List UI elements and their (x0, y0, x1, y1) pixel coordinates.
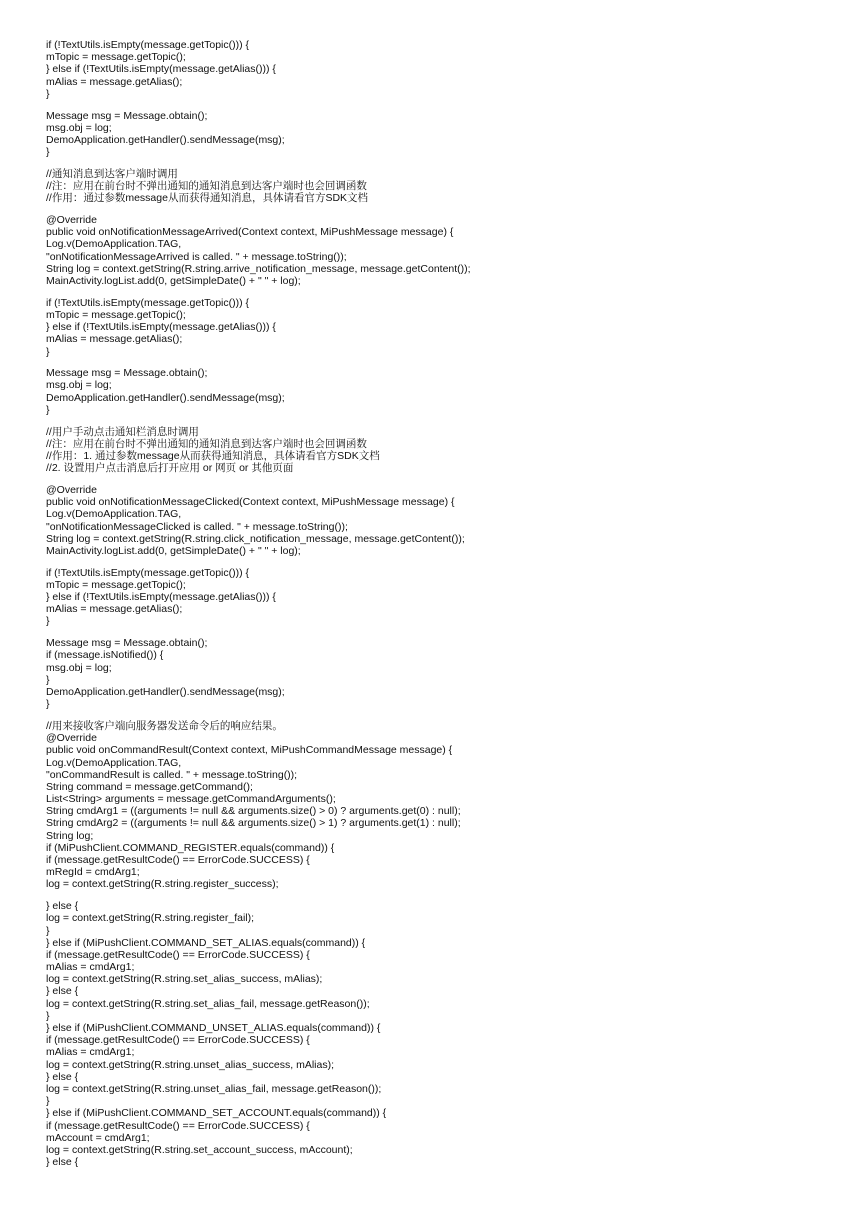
code-line: msg.obj = log; (46, 661, 112, 674)
code-block (46, 214, 846, 287)
code-line: mAlias = cmdArg1; (46, 961, 135, 974)
code-line: } else if (MiPushClient.COMMAND_UNSET_ALIAS.equals(command)) { (46, 1022, 381, 1035)
code-line: Log.v(DemoApplication.TAG, (46, 238, 182, 251)
code-block (46, 484, 846, 557)
code-line: if (message.isNotified()) { (46, 649, 164, 662)
code-line: "onCommandResult is called. " + message.toString()); (46, 768, 298, 781)
code-line: String cmdArg2 = ((arguments != null && arguments.size() > 1) ? arguments.get(1) : null); (46, 817, 461, 830)
code-line: mAlias = message.getAlias(); (46, 333, 183, 346)
code-line: "onNotificationMessageClicked is called. " + message.toString()); (46, 520, 348, 533)
code-line: if (message.getResultCode() == ErrorCode.SUCCESS) { (46, 1034, 310, 1047)
code-line: log = context.getString(R.string.unset_alias_success, mAlias); (46, 1058, 335, 1071)
block-gap (46, 204, 846, 214)
code-line: if (message.getResultCode() == ErrorCode.SUCCESS) { (46, 948, 310, 961)
code-line: } (46, 345, 50, 358)
block-gap (46, 358, 846, 368)
code-line: DemoApplication.getHandler().sendMessage(msg); (46, 391, 285, 404)
code-line: if (message.getResultCode() == ErrorCode.SUCCESS) { (46, 1119, 310, 1132)
code-line: mTopic = message.getTopic(); (46, 578, 186, 591)
code-line: @Override (46, 483, 97, 496)
code-line: Message msg = Message.obtain(); (46, 637, 208, 650)
code-line: } else { (46, 1156, 79, 1169)
code-block (46, 900, 846, 1168)
code-line: String command = message.getCommand(); (46, 780, 253, 793)
code-block (46, 426, 846, 475)
code-line: mAlias = message.getAlias(); (46, 603, 183, 616)
code-block (46, 39, 846, 100)
code-line: log = context.getString(R.string.set_account_success, mAccount); (46, 1143, 353, 1156)
code-block (46, 720, 846, 891)
code-line: public void onNotificationMessageClicked(Context context, MiPushMessage message) { (46, 496, 455, 509)
code-line: if (!TextUtils.isEmpty(message.getTopic())) { (46, 566, 250, 579)
block-gap (46, 710, 846, 720)
code-line: @Override (46, 214, 97, 227)
code-line: } else { (46, 1070, 79, 1083)
code-line: if (!TextUtils.isEmpty(message.getTopic())) { (46, 39, 250, 51)
code-block (46, 367, 846, 416)
code-line: //注：应用在前台时不弹出通知的通知消息到达客户端时也会回调函数 (46, 437, 367, 450)
code-line: @Override (46, 732, 97, 745)
block-gap (46, 416, 846, 426)
code-line: //用来接收客户端向服务器发送命令后的响应结果。 (46, 719, 283, 732)
code-line: //注：应用在前台时不弹出通知的通知消息到达客户端时也会回调函数 (46, 180, 367, 193)
code-line: public void onCommandResult(Context context, MiPushCommandMessage message) { (46, 744, 453, 757)
code-line: DemoApplication.getHandler().sendMessage(msg); (46, 685, 285, 698)
code-line: log = context.getString(R.string.unset_alias_fail, message.getReason()); (46, 1082, 382, 1095)
code-block (46, 297, 846, 358)
code-line: MainActivity.logList.add(0, getSimpleDate() + " " + log); (46, 544, 301, 557)
code-line: } (46, 146, 50, 159)
code-document (46, 39, 846, 1168)
code-line: log = context.getString(R.string.set_alias_success, mAlias); (46, 973, 323, 986)
code-line: public void onNotificationMessageArrived(Context context, MiPushMessage message) { (46, 226, 454, 239)
code-line: //2. 设置用户点击消息后打开应用 or 网页 or 其他页面 (46, 462, 294, 475)
code-line: msg.obj = log; (46, 121, 112, 134)
code-line: } else if (!TextUtils.isEmpty(message.getAlias())) { (46, 591, 276, 604)
code-line: mAlias = message.getAlias(); (46, 75, 183, 88)
code-line: if (message.getResultCode() == ErrorCode.SUCCESS) { (46, 854, 310, 866)
code-line: mAccount = cmdArg1; (46, 1131, 150, 1144)
block-gap (46, 287, 846, 297)
code-line: } (46, 615, 50, 628)
code-line: MainActivity.logList.add(0, getSimpleDate() + " " + log); (46, 274, 301, 287)
code-line: log = context.getString(R.string.register_success); (46, 878, 279, 891)
code-line: if (MiPushClient.COMMAND_REGISTER.equals(command)) { (46, 841, 335, 854)
code-line: } else { (46, 985, 79, 998)
code-line: String log = context.getString(R.string.click_notification_message, message.getContent()); (46, 532, 465, 545)
code-line: //作用：通过参数message从而获得通知消息，具体请看官方SDK文档 (46, 192, 369, 205)
block-gap (46, 557, 846, 567)
code-line: String log; (46, 829, 94, 842)
code-block (46, 110, 846, 159)
code-line: String log = context.getString(R.string.arrive_notification_message, message.getContent()); (46, 262, 471, 275)
code-line: } else if (MiPushClient.COMMAND_SET_ACCOUNT.equals(command)) { (46, 1107, 387, 1120)
code-line: } else if (!TextUtils.isEmpty(message.getAlias())) { (46, 321, 276, 334)
code-line: //通知消息到达客户端时调用 (46, 167, 178, 180)
code-line: List<String> arguments = message.getCommandArguments(); (46, 793, 336, 806)
code-line: Log.v(DemoApplication.TAG, (46, 508, 182, 521)
code-line: mTopic = message.getTopic(); (46, 51, 186, 64)
block-gap (46, 628, 846, 638)
code-block (46, 168, 846, 205)
block-gap (46, 158, 846, 168)
block-gap (46, 100, 846, 110)
code-block (46, 637, 846, 710)
code-line: Message msg = Message.obtain(); (46, 367, 208, 380)
code-line: } (46, 1095, 50, 1108)
code-line: DemoApplication.getHandler().sendMessage(msg); (46, 133, 285, 146)
code-line: String cmdArg1 = ((arguments != null && arguments.size() > 0) ? arguments.get(0) : null); (46, 805, 461, 818)
code-line: } (46, 1009, 50, 1022)
code-block (46, 567, 846, 628)
code-line: } (46, 673, 50, 686)
code-line: } else if (MiPushClient.COMMAND_SET_ALIAS.equals(command)) { (46, 936, 366, 949)
code-line: } (46, 403, 50, 416)
code-line: } (46, 87, 50, 100)
code-line: } (46, 924, 50, 937)
code-line: mTopic = message.getTopic(); (46, 308, 186, 321)
block-gap (46, 474, 846, 484)
code-line: //作用：1. 通过参数message从而获得通知消息，具体请看官方SDK文档 (46, 450, 380, 462)
code-line: Message msg = Message.obtain(); (46, 109, 208, 122)
code-line: Log.v(DemoApplication.TAG, (46, 756, 182, 769)
code-line: //用户手动点击通知栏消息时调用 (46, 425, 199, 438)
code-line: if (!TextUtils.isEmpty(message.getTopic())) { (46, 296, 250, 309)
code-line: } else if (!TextUtils.isEmpty(message.getAlias())) { (46, 63, 276, 76)
code-line: msg.obj = log; (46, 379, 112, 392)
code-line: log = context.getString(R.string.set_alias_fail, message.getReason()); (46, 997, 370, 1010)
code-line: } else { (46, 900, 79, 913)
code-line: } (46, 698, 50, 711)
code-line: mRegId = cmdArg1; (46, 866, 140, 879)
code-line: log = context.getString(R.string.register_fail); (46, 912, 255, 925)
block-gap (46, 891, 846, 901)
code-line: "onNotificationMessageArrived is called. " + message.toString()); (46, 250, 347, 263)
code-line: mAlias = cmdArg1; (46, 1046, 135, 1059)
